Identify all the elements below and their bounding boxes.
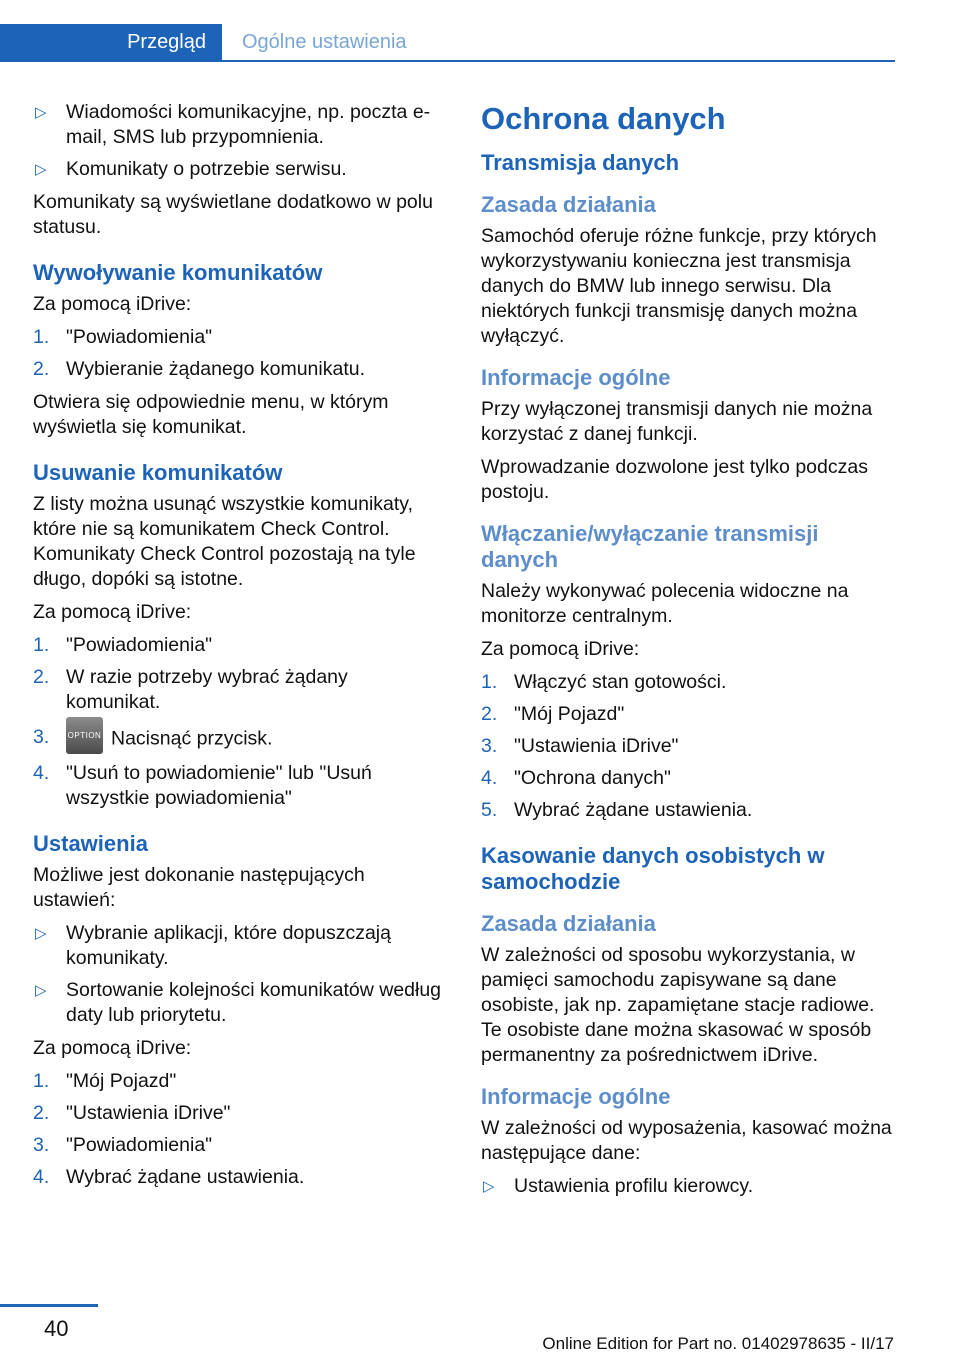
- paragraph: Z listy można usunąć wszystkie komunikaty, które nie są komunikatem Check Control. Komunikaty Check Control pozostają na tyle długo, dopóki są istotne.: [33, 493, 416, 590]
- paragraph: Otwiera się odpowiednie menu, w którym wyświetla się komunikat.: [33, 391, 389, 438]
- list-item: 1. "Powiadomienia": [33, 634, 213, 656]
- right-column: [481, 100, 893, 1207]
- steps-list: [481, 670, 893, 823]
- paragraph: Komunikaty są wyświetlane dodatkowo w polu statusu.: [33, 191, 433, 238]
- list-item: 1. Włączyć stan gotowości.: [481, 671, 727, 693]
- steps-list: [33, 325, 445, 382]
- triangle-right-icon: ▷: [35, 982, 47, 999]
- heading-ochrona-danych: Ochrona danych: [481, 101, 726, 136]
- paragraph: Za pomocą iDrive:: [33, 293, 192, 315]
- paragraph: Przy wyłączonej transmisji danych nie można korzystać z danej funkcji.: [481, 398, 873, 445]
- list-item: 4. Wybrać żądane ustawienia.: [33, 1166, 305, 1188]
- paragraph: W zależności od sposobu wykorzystania, w pamięci samochodu zapisywane są dane osobiste, jak np. zapamiętane stacje radiowe. Te osobiste dane można skasować w sposób permanentny za pośrednictwem iDrive.: [481, 944, 875, 1066]
- paragraph: Możliwe jest dokonanie następujących ustawień:: [33, 864, 365, 911]
- bullet-list-top: [33, 100, 445, 182]
- heading-usuwanie: Usuwanie komunikatów: [33, 460, 283, 485]
- list-item: ▷ Ustawienia profilu kierowcy.: [483, 1175, 754, 1197]
- list-item: 3. OPTION Nacisnąć przycisk.: [33, 725, 445, 754]
- heading-wywolywanie: Wywoływanie komunikatów: [33, 260, 323, 285]
- list-item: ▷ Wiadomości komunikacyjne, np. poczta e-mail, SMS lub przypomnienia.: [35, 101, 431, 148]
- heading-ustawienia: Ustawienia: [33, 831, 148, 856]
- triangle-right-icon: ▷: [35, 104, 47, 121]
- triangle-right-icon: ▷: [483, 1178, 495, 1195]
- paragraph: Za pomocą iDrive:: [481, 638, 640, 660]
- steps-list: [33, 1069, 445, 1190]
- triangle-right-icon: ▷: [35, 161, 47, 178]
- list-item: 2. "Mój Pojazd": [481, 703, 625, 725]
- edition-text: Online Edition for Part no. 01402978635 - II/17: [542, 1334, 894, 1353]
- footer-divider: [0, 1304, 98, 1307]
- list-item: 2. Wybieranie żądanego komunikatu.: [33, 358, 366, 380]
- list-item: ▷ Komunikaty o potrzebie serwisu.: [35, 158, 347, 180]
- steps-list: [33, 633, 445, 811]
- list-item: ▷ Wybranie aplikacji, które dopuszczają komunikaty.: [35, 922, 391, 969]
- header-divider: [0, 60, 895, 62]
- paragraph: Za pomocą iDrive:: [33, 1037, 192, 1059]
- paragraph: W zależności od wyposażenia, kasować można następujące dane:: [481, 1117, 892, 1164]
- heading-kasowanie: Kasowanie danych osobistych w samochodzie: [481, 843, 825, 894]
- page-number: 40: [44, 1316, 69, 1341]
- list-item: 5. Wybrać żądane ustawienia.: [481, 799, 753, 821]
- tab-ogolne-ustawienia[interactable]: Ogólne ustawienia: [242, 30, 407, 53]
- list-item: 1. "Powiadomienia": [33, 326, 213, 348]
- heading-informacje-ogolne: Informacje ogólne: [481, 365, 671, 390]
- bullet-list: [481, 1174, 893, 1199]
- triangle-right-icon: ▷: [35, 925, 47, 942]
- heading-transmisja: Transmisja danych: [481, 150, 680, 175]
- heading-wlaczanie: Włączanie/wyłączanie transmisji danych: [481, 521, 819, 572]
- paragraph: Należy wykonywać polecenia widoczne na monitorze centralnym.: [481, 580, 849, 627]
- list-item: 4. "Usuń to powiadomienie" lub "Usuń wszystkie powiadomienia": [33, 762, 372, 809]
- list-item: 2. W razie potrzeby wybrać żądany komunikat.: [33, 666, 348, 713]
- list-item: 3. "Ustawienia iDrive": [481, 735, 679, 757]
- left-column: [33, 100, 445, 1198]
- list-item: 4. "Ochrona danych": [481, 767, 671, 789]
- option-button-icon: OPTION: [66, 717, 103, 754]
- bullet-list: [33, 921, 445, 1028]
- paragraph: Za pomocą iDrive:: [33, 601, 192, 623]
- tab-przeglad[interactable]: Przegląd: [0, 24, 222, 60]
- paragraph: Wprowadzanie dozwolone jest tylko podczas postoju.: [481, 456, 868, 503]
- list-item: 2. "Ustawienia iDrive": [33, 1102, 231, 1124]
- heading-informacje-ogolne: Informacje ogólne: [481, 1084, 671, 1109]
- paragraph: Samochód oferuje różne funkcje, przy których wykorzystywaniu konieczna jest transmisja danych do BMW lub innego serwisu. Dla niektórych funkcji transmisję danych można wyłączyć.: [481, 225, 877, 347]
- list-item: 3. "Powiadomienia": [33, 1134, 213, 1156]
- heading-zasada-dzialania: Zasada działania: [481, 192, 656, 217]
- list-item: 1. "Mój Pojazd": [33, 1070, 177, 1092]
- page-header: [0, 24, 895, 62]
- list-item: ▷ Sortowanie kolejności komunikatów według daty lub priorytetu.: [35, 979, 442, 1026]
- heading-zasada-dzialania: Zasada działania: [481, 911, 656, 936]
